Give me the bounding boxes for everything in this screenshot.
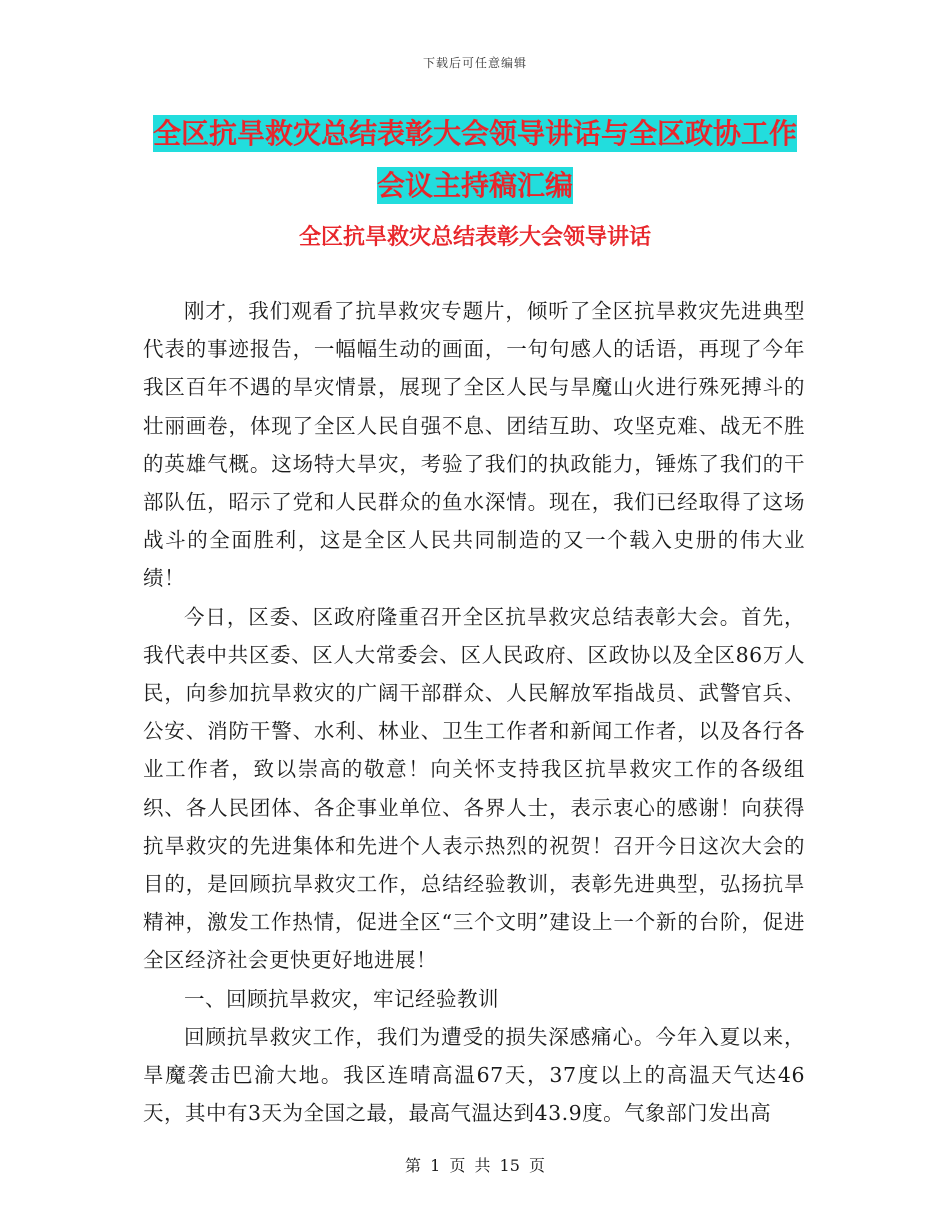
body-text [143,292,805,1132]
subheading-1: 一、回顾抗旱救灾，牢记经验教训 [184,986,499,1011]
paragraph-1: 刚才，我们观看了抗旱救灾专题片，倾听了全区抗旱救灾先进典型代表的事迹报告，一幅幅生动的画面，一句句感人的话语，再现了今年我区百年不遇的旱灾情景，展现了全区人民与旱魔山火进行殊死搏斗的壮丽画卷，体现了全区人民自强不息、团结互助、攻坚克难、战无不胜的英雄气概。这场特大旱灾，考验了我们的执政能力，锤炼了我们的干部队伍，昭示了党和人民群众的鱼水深情。现在，我们已经取得了这场战斗的全面胜利，这是全区人民共同制造的又一个载入史册的伟大业绩！ [143,299,805,591]
page-number: 第 1 页 共 15 页 [405,1156,545,1175]
paragraph-2: 今日，区委、区政府隆重召开全区抗旱救灾总结表彰大会。首先，我代表中共区委、区人大常委会、区人民政府、区政协以及全区86万人民，向参加抗旱救灾的广阔干部群众、人民解放军指战员、武警官兵、公安、消防干警、水利、林业、卫生工作者和新闻工作者，以及各行各业工作者，致以崇高的敬意！向关怀支持我区抗旱救灾工作的各级组织、各人民团体、各企事业单位、各界人士，表示衷心的感谢！向获得抗旱救灾的先进集体和先进个人表示热烈的祝贺！召开今日这次大会的目的，是回顾抗旱救灾工作，总结经验教训，表彰先进典型，弘扬抗旱精神，激发工作热情，促进全区“三个文明”建设上一个新的台阶，促进全区经济社会更快更好地进展！ [143,604,805,973]
document-title [140,108,810,212]
paragraph-3: 回顾抗旱救灾工作，我们为遭受的损失深感痛心。今年入夏以来，旱魔袭击巴渝大地。我区连晴高温67天，37度以上的高温天气达46天，其中有3天为全国之最，最高气温达到43.9度。气象部门发出高 [143,1024,805,1126]
section-heading: 全区抗旱救灾总结表彰大会领导讲话 [298,225,651,250]
title-line-1: 全区抗旱救灾总结表彰大会领导讲话与全区政协工作 [152,117,797,150]
title-line-2: 会议主持稿汇编 [376,169,573,202]
header-note: 下载后可任意编辑 [422,56,527,70]
